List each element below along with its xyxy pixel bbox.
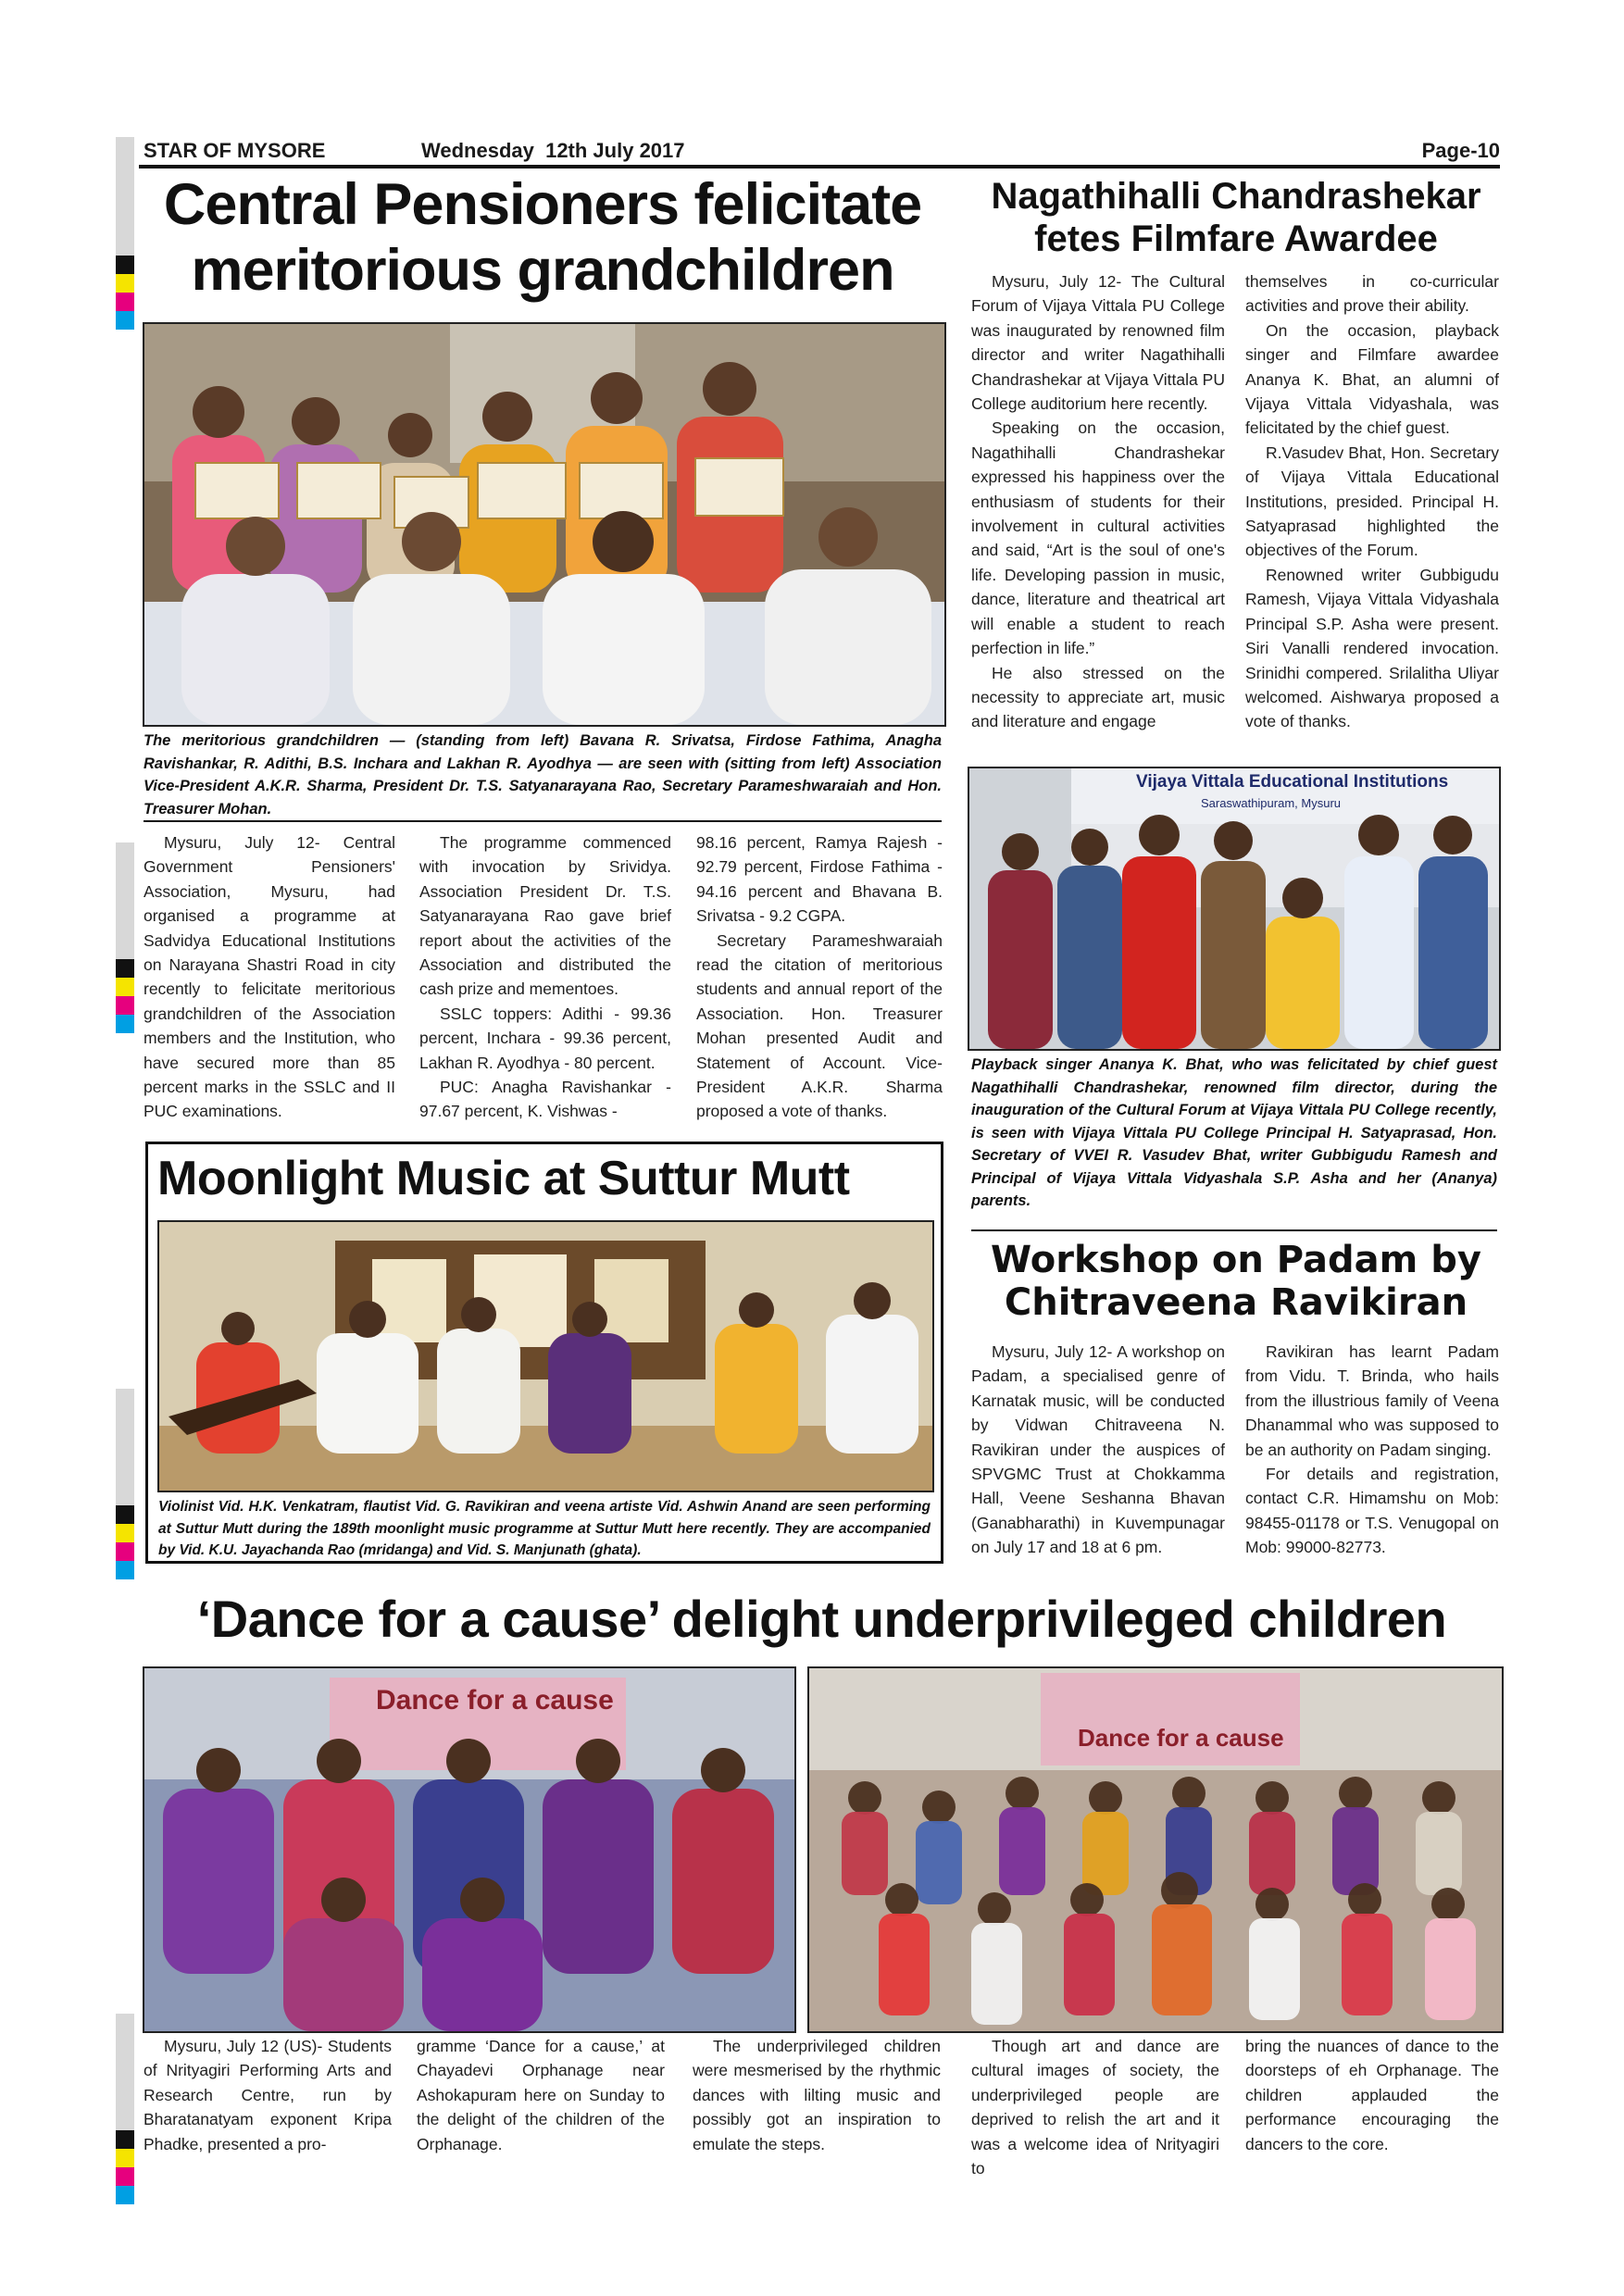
article1-column-3: 98.16 percent, Ramya Rajesh - 92.79 percent, Firdose Fathima - 94.16 percent and Bhavana B. Srivatsa - 9.2 CGPA. Secretary Parameshwaraiah read the citation of meritorious students and annual report of the Association. Hon. Treasurer Mohan presented Audit and Statement of Account. Vice-President A.K.R. Sharma proposed a vote of thanks.	[696, 833, 943, 1121]
registration-swatches-3	[116, 1505, 134, 1579]
article5-column-3: The underprivileged children were mesmerised by the rhythmic dances with lilting music and possibly got an inspiration to emulate the steps.	[693, 2037, 941, 2153]
registration-swatches-4	[116, 2130, 134, 2204]
article5-column-2: gramme ‘Dance for a cause,’ at Chayadevi Orphanage near Ashokapuram here on Sunday to the delight of the children of the Orphanage.	[417, 2037, 665, 2153]
page-number: Page-10	[1421, 139, 1500, 162]
article2-photo-banner: Vijaya Vittala Educational Institutions	[1136, 772, 1449, 792]
article1-column-2: The programme commenced with invocation by Srividya. Association President Dr. T.S. Satyanarayana Rao gave brief report about the activities of the Association and distributed the cash prize and mementoes. SSLC toppers: Adithi - 99.36 percent, Inchara - 99.36 percent, Lakhan R. Ayodhya - 80 percent. PUC: Anagha Ravishankar - 97.67 percent, K. Vishwas -	[419, 833, 671, 1121]
margin-bar-1	[116, 137, 134, 256]
article5-headline: ‘Dance for a cause’ delight underprivileged children	[196, 1590, 1447, 1648]
article3-headline: Moonlight Music at Suttur Mutt	[157, 1152, 850, 1205]
article3-caption: Violinist Vid. H.K. Venkatram, flautist Vid. G. Ravikiran and veena artiste Vid. Ashwin Anand are seen performing at Suttur Mutt during the 189th moonlight music programme at Suttur Mutt here recently. They are accompanied by Vid. K.U. Jayachanda Rao (mridanga) and Vid. S. Manjunath (ghata).	[158, 1499, 931, 1558]
article2-caption: Playback singer Ananya K. Bhat, who was felicitated by chief guest Nagathihalli Chandrashekar, renowned film director, during the inauguration of the Cultural Forum at Vijaya Vittala PU College recently, is seen with Vijaya Vittala PU College Principal H. Satyaprasad, Hon. Secretary of VVEI R. Vasudev Bhat, writer Gubbigudu Ramesh and Principal of Vijaya Vittala Vidyashala S.P. Asha and her (Ananya) parents.	[971, 1056, 1497, 1209]
article4-headline: Workshop on Padam by Chitraveena Ravikiran	[991, 1239, 1481, 1324]
article1-caption: The meritorious grandchildren — (standing from left) Bavana R. Srivatsa, Firdose Fathima, Anagha Ravishankar, R. Adithi, B.S. Inchara and Lakhan R. Ayodhya — are seen with (sitting from left) Association Vice-President A.K.R. Sharma, President Dr. T.S. Satyanarayana Rao, Secretary Parameshwaraiah and Hon. Treasurer Mohan.	[144, 732, 942, 817]
article4-column-1: Mysuru, July 12- A workshop on Padam, a specialised genre of Karnatak music, will be conducted by Vidwan Chitraveena N. Ravikiran under the auspices of SPVGMC Trust at Chokkamma Hall, Veene Seshanna Bhavan (Ganabharathi) in Kuvempunagar on July 17 and 18 at 6 pm.	[971, 1342, 1225, 1557]
header-rule	[139, 165, 1500, 168]
article5-photo-1	[143, 1666, 796, 2033]
article5-column-1: Mysuru, July 12 (US)- Students of Nrityagiri Performing Arts and Research Centre, run by Bharatanatyam exponent Kripa Phadke, presented a pro-	[144, 2037, 392, 2153]
article2-headline: Nagathihalli Chandrashekar fetes Filmfare Awardee	[991, 176, 1481, 259]
article2-photo	[968, 767, 1501, 1051]
margin-bar-3	[116, 1389, 134, 1505]
article4-column-2: Ravikiran has learnt Padam from Vidu. T. Brinda, who hails from the illustrious family of Veena Dhanammal who was supposed to be an authority on Padam singing. For details and registration, contact C.R. Himamshu on Mob: 98455-01178 or T.S. Venugopal on Mob: 99000-82773.	[1245, 1342, 1499, 1557]
article3-photo	[157, 1220, 934, 1492]
article2-caption-rule	[971, 1229, 1497, 1231]
registration-swatches-1	[116, 256, 134, 330]
article5-column-4: Though art and dance are cultural images of society, the underprivileged people are deprived to relish the art and it was a welcome idea of Nrityagiri to	[971, 2037, 1219, 2178]
article2-photo-banner-sub: Saraswathipuram, Mysuru	[1201, 796, 1341, 810]
article2-column-1: Mysuru, July 12- The Cultural Forum of Vijaya Vittala PU College was inaugurated by renowned film director and writer Nagathihalli Chandrashekar at Vijaya Vittala PU College auditorium here recently. Speaking on the occasion, Nagathihalli Chandrashekar expressed his happiness over the enthusiasm of students for their involvement in cultural activities and said, “Art is the soul of one's life. Developing passion in music, dance, literature and theatrical art will enable a student to reach perfection in life.” He also stressed on the necessity to appreciate art, music and literature and engage	[971, 272, 1225, 731]
issue-date: Wednesday 12th July 2017	[421, 139, 685, 162]
paper-name: STAR OF MYSORE	[144, 139, 326, 162]
article2-column-2: themselves in co-curricular activities and prove their ability. On the occasion, playback singer and Filmfare awardee Ananya K. Bhat, an alumni of Vijaya Vittala Vidyashala, was felicitated by the chief guest. R.Vasudev Bhat, Hon. Secretary of Vijaya Vittala Educational Institutions, presided. Principal H. Satyaprasad highlighted the objectives of the Forum. Renowned writer Gubbigudu Ramesh, Vijaya Vittala Vidyashala Principal S.P. Asha were present. Siri Vanalli rendered invocation. Srinidhi compered. Srilalitha Uliyar welcomed. Aishwarya proposed a vote of thanks.	[1245, 272, 1499, 731]
margin-bar-4	[116, 2014, 134, 2130]
article1-caption-rule	[144, 820, 942, 822]
article5-photo1-banner: Dance for a cause	[376, 1685, 614, 1716]
article1-headline: Central Pensioners felicitate meritorious grandchildren	[163, 172, 922, 303]
article1-column-1: Mysuru, July 12- Central Government Pensioners' Association, Mysuru, had organised a programme at Sadvidya Educational Institutions on Narayana Shastri Road in city recently to felicitate meritorious grandchildren of the Association members and the Institution, who have secured more than 85 percent marks in the SSLC and II PUC examinations.	[144, 833, 395, 1121]
article1-photo	[143, 322, 946, 727]
registration-swatches-2	[116, 959, 134, 1033]
margin-bar-2	[116, 842, 134, 959]
article5-photo-2	[807, 1666, 1504, 2033]
article5-photo2-banner: Dance for a cause	[1078, 1724, 1284, 1752]
article5-column-5: bring the nuances of dance to the doorsteps of eh Orphanage. The children applauded the performance encouraging the dancers to the core.	[1245, 2037, 1499, 2153]
